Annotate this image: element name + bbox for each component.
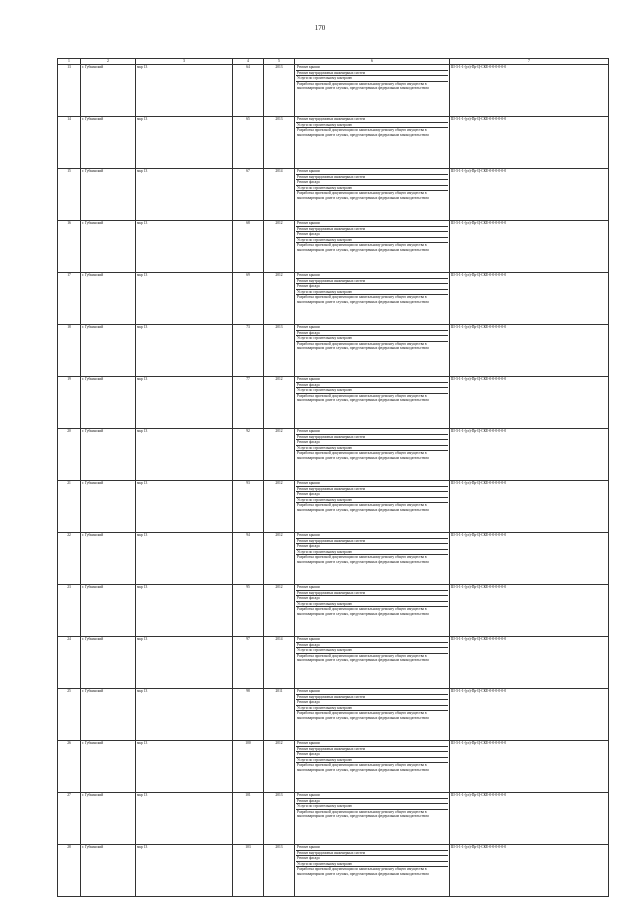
- year-cell: 2013: [264, 117, 295, 169]
- row-number-cell: 16: [58, 221, 81, 273]
- work-types-cell: [295, 585, 450, 637]
- row-number-cell: 13: [58, 65, 81, 117]
- work-item: Разработка проектной документации по капитальному ремонту общего имущества в многоквартирном доме в случаях, предусмотренных федеральным законодательством: [297, 607, 429, 616]
- year-cell: 2013: [264, 793, 295, 845]
- column-header-1: 1: [58, 59, 81, 65]
- table-row: [58, 533, 609, 585]
- work-item: Ремонт фасада: [296, 440, 448, 446]
- work-item: Ремонт фасада: [296, 752, 448, 758]
- work-item: Ремонт крыши: [296, 481, 448, 487]
- work-item: Ремонт крыши: [296, 169, 448, 175]
- house-number-cell: 97: [233, 637, 264, 689]
- work-item: Услуги по строительному контролю: [296, 862, 448, 868]
- table-body: [58, 59, 609, 897]
- year-cell: 2012: [264, 533, 295, 585]
- work-item: Разработка проектной документации по капитальному ремонту общего имущества в многоквартирном доме в случаях, предусмотренных федеральным законодательством: [297, 451, 429, 460]
- row-number-cell: 15: [58, 169, 81, 221]
- table-row: [58, 65, 609, 117]
- work-item: Ремонт фасада: [296, 383, 448, 389]
- table-row: [58, 377, 609, 429]
- city-cell: г. Губкинский: [81, 845, 136, 897]
- work-item: Разработка проектной документации по капитальному ремонту общего имущества в многоквартирном доме в случаях, предусмотренных федеральным законодательством: [297, 555, 429, 564]
- city-cell: г. Губкинский: [81, 533, 136, 585]
- work-item: Услуги по строительному контролю: [296, 602, 448, 608]
- column-header-7: 7: [450, 59, 609, 65]
- work-item: Услуги по строительному контролю: [296, 186, 448, 192]
- code-cell: Ш-3-1-1-(ул)-Пр-Ц-СКЕ-0-0-0-0-0-0: [450, 429, 609, 481]
- work-item: Ремонт крыши: [296, 377, 448, 383]
- code-cell: Ш-3-1-1-(ул)-Пр-Ц-СКЕ-0-0-0-0-0-0: [450, 117, 609, 169]
- work-types-cell: [295, 325, 450, 377]
- city-cell: г. Губкинский: [81, 689, 136, 741]
- work-item: Ремонт внутридомовых инженерных систем: [296, 695, 448, 701]
- work-item: Услуги по строительному контролю: [296, 648, 448, 654]
- street-cell: мкр 13: [136, 793, 233, 845]
- work-item: Ремонт внутридомовых инженерных систем: [296, 279, 448, 285]
- house-number-cell: 98: [233, 689, 264, 741]
- work-item: Ремонт фасада: [296, 232, 448, 238]
- row-number-cell: 28: [58, 845, 81, 897]
- work-item: Разработка проектной документации по капитальному ремонту общего имущества в многоквартирном доме в случаях, предусмотренных федеральным законодательством: [297, 128, 429, 137]
- city-cell: г. Губкинский: [81, 741, 136, 793]
- table-row: [58, 325, 609, 377]
- work-plan-table: [57, 58, 609, 897]
- column-header-3: 3: [136, 59, 233, 65]
- column-header-2: 2: [81, 59, 136, 65]
- work-item: Услуги по строительному контролю: [296, 804, 448, 810]
- street-cell: мкр 13: [136, 845, 233, 897]
- city-cell: г. Губкинский: [81, 273, 136, 325]
- work-item: Ремонт внутридомовых инженерных систем: [296, 591, 448, 597]
- street-cell: мкр 13: [136, 117, 233, 169]
- work-item: Услуги по строительному контролю: [296, 706, 448, 712]
- house-number-cell: 92: [233, 429, 264, 481]
- work-item: Ремонт крыши: [296, 689, 448, 695]
- column-header-4: 4: [233, 59, 264, 65]
- house-number-cell: 93: [233, 481, 264, 533]
- work-item: Услуги по строительному контролю: [296, 388, 448, 394]
- work-item: Ремонт внутридомовых инженерных систем: [296, 435, 448, 441]
- city-cell: г. Губкинский: [81, 169, 136, 221]
- work-item: Разработка проектной документации по капитальному ремонту общего имущества в многоквартирном доме в случаях, предусмотренных федеральным законодательством: [297, 393, 429, 402]
- work-item: Ремонт фасада: [296, 180, 448, 186]
- year-cell: 2012: [264, 429, 295, 481]
- work-item: Ремонт крыши: [296, 845, 448, 851]
- work-types-cell: [295, 65, 450, 117]
- work-item: Ремонт фасада: [296, 856, 448, 862]
- city-cell: г. Губкинский: [81, 481, 136, 533]
- page-number: 170: [314, 24, 326, 32]
- work-item: Ремонт внутридомовых инженерных систем: [296, 851, 448, 857]
- year-cell: 2014: [264, 637, 295, 689]
- table-row: [58, 429, 609, 481]
- table-row: [58, 221, 609, 273]
- work-item: Услуги по строительному контролю: [296, 498, 448, 504]
- street-cell: мкр 13: [136, 637, 233, 689]
- row-number-cell: 25: [58, 689, 81, 741]
- code-cell: Ш-3-1-1-(ул)-Пр-Ц-СКЕ-0-0-0-0-0-0: [450, 793, 609, 845]
- city-cell: г. Губкинский: [81, 585, 136, 637]
- code-cell: Ш-3-1-1-(ул)-Пр-Ц-СКЕ-0-0-0-0-0-0: [450, 481, 609, 533]
- work-item: Разработка проектной документации по капитальному ремонту общего имущества в многоквартирном доме в случаях, предусмотренных федеральным законодательством: [297, 243, 429, 252]
- work-item: Ремонт внутридомовых инженерных систем: [296, 539, 448, 545]
- house-number-cell: 69: [233, 273, 264, 325]
- house-number-cell: 73: [233, 325, 264, 377]
- year-cell: 2014: [264, 169, 295, 221]
- year-cell: 2012: [264, 481, 295, 533]
- street-cell: мкр 13: [136, 221, 233, 273]
- row-number-cell: 22: [58, 533, 81, 585]
- work-item: Услуги по строительному контролю: [296, 123, 448, 129]
- work-types-cell: [295, 481, 450, 533]
- work-item: Разработка проектной документации по капитальному ремонту общего имущества в многоквартирном доме в случаях, предусмотренных федеральным законодательством: [297, 191, 429, 200]
- row-number-cell: 27: [58, 793, 81, 845]
- street-cell: мкр 13: [136, 533, 233, 585]
- work-item: Ремонт крыши: [296, 585, 448, 591]
- work-item: Ремонт внутридомовых инженерных систем: [296, 71, 448, 77]
- house-number-cell: 67: [233, 169, 264, 221]
- work-types-cell: [295, 741, 450, 793]
- work-types-cell: [295, 221, 450, 273]
- work-item: Ремонт крыши: [296, 429, 448, 435]
- row-number-cell: 17: [58, 273, 81, 325]
- work-item: Ремонт крыши: [296, 793, 448, 799]
- work-types-cell: [295, 533, 450, 585]
- city-cell: г. Губкинский: [81, 637, 136, 689]
- work-item: Разработка проектной документации по капитальному ремонту общего имущества в многоквартирном доме в случаях, предусмотренных федеральным законодательством: [297, 81, 429, 90]
- code-cell: Ш-3-1-1-(ул)-Пр-Ц-СКЕ-0-0-0-0-0-0: [450, 169, 609, 221]
- year-cell: 2012: [264, 585, 295, 637]
- row-number-cell: 24: [58, 637, 81, 689]
- table-row: [58, 481, 609, 533]
- street-cell: мкр 13: [136, 273, 233, 325]
- house-number-cell: 95: [233, 585, 264, 637]
- code-cell: Ш-3-1-1-(ул)-Пр-Ц-СКЕ-0-0-0-0-0-0: [450, 377, 609, 429]
- work-item: Ремонт крыши: [296, 65, 448, 71]
- work-types-cell: [295, 689, 450, 741]
- code-cell: Ш-3-1-1-(ул)-Пр-Ц-СКЕ-0-0-0-0-0-0: [450, 689, 609, 741]
- code-cell: Ш-3-1-1-(ул)-Пр-Ц-СКЕ-0-0-0-0-0-0: [450, 585, 609, 637]
- work-item: Ремонт фасада: [296, 596, 448, 602]
- work-types-cell: [295, 377, 450, 429]
- city-cell: г. Губкинский: [81, 325, 136, 377]
- city-cell: г. Губкинский: [81, 65, 136, 117]
- work-item: Разработка проектной документации по капитальному ремонту общего имущества в многоквартирном доме в случаях, предусмотренных федеральным законодательством: [297, 711, 429, 720]
- row-number-cell: 20: [58, 429, 81, 481]
- work-item: Услуги по строительному контролю: [296, 238, 448, 244]
- work-item: Разработка проектной документации по капитальному ремонту общего имущества в многоквартирном доме в случаях, предусмотренных федеральным законодательством: [297, 295, 429, 304]
- city-cell: г. Губкинский: [81, 117, 136, 169]
- work-item: Услуги по строительному контролю: [296, 758, 448, 764]
- code-cell: Ш-3-1-1-(ул)-Пр-Ц-СКЕ-0-0-0-0-0-0: [450, 637, 609, 689]
- year-cell: 2011: [264, 689, 295, 741]
- row-number-cell: 18: [58, 325, 81, 377]
- code-cell: Ш-3-1-1-(ул)-Пр-Ц-СКЕ-0-0-0-0-0-0: [450, 845, 609, 897]
- year-cell: 2012: [264, 273, 295, 325]
- year-cell: 2012: [264, 741, 295, 793]
- house-number-cell: 68: [233, 221, 264, 273]
- code-cell: Ш-3-1-1-(ул)-Пр-Ц-СКЕ-0-0-0-0-0-0: [450, 741, 609, 793]
- work-item: Ремонт фасада: [296, 700, 448, 706]
- work-types-cell: [295, 845, 450, 897]
- work-item: Ремонт внутридомовых инженерных систем: [296, 227, 448, 233]
- work-item: Ремонт крыши: [296, 325, 448, 331]
- row-number-cell: 26: [58, 741, 81, 793]
- row-number-cell: 21: [58, 481, 81, 533]
- work-item: Ремонт фасада: [296, 284, 448, 290]
- house-number-cell: 77: [233, 377, 264, 429]
- work-item: Ремонт крыши: [296, 221, 448, 227]
- work-item: Услуги по строительному контролю: [296, 336, 448, 342]
- work-item: Ремонт фасада: [296, 492, 448, 498]
- house-number-cell: 94: [233, 533, 264, 585]
- street-cell: мкр 13: [136, 585, 233, 637]
- work-item: Ремонт крыши: [296, 273, 448, 279]
- year-cell: 2013: [264, 845, 295, 897]
- work-types-cell: [295, 793, 450, 845]
- work-item: Разработка проектной документации по капитальному ремонту общего имущества в многоквартирном доме в случаях, предусмотренных федеральным законодательством: [297, 763, 429, 772]
- work-item: Ремонт внутридомовых инженерных систем: [296, 487, 448, 493]
- table-row: [58, 793, 609, 845]
- table-row: [58, 637, 609, 689]
- house-number-cell: 101: [233, 793, 264, 845]
- code-cell: Ш-3-1-1-(ул)-Пр-Ц-СКЕ-0-0-0-0-0-0: [450, 221, 609, 273]
- work-item: Ремонт внутридомовых инженерных систем: [296, 747, 448, 753]
- street-cell: мкр 13: [136, 377, 233, 429]
- house-number-cell: 100: [233, 741, 264, 793]
- table-row: [58, 273, 609, 325]
- table-row: [58, 585, 609, 637]
- table-row: [58, 845, 609, 897]
- table-row: [58, 169, 609, 221]
- work-item: Ремонт крыши: [296, 741, 448, 747]
- street-cell: мкр 13: [136, 689, 233, 741]
- work-types-cell: [295, 273, 450, 325]
- work-types-cell: [295, 117, 450, 169]
- column-header-5: 5: [264, 59, 295, 65]
- city-cell: г. Губкинский: [81, 429, 136, 481]
- code-cell: Ш-3-1-1-(ул)-Пр-Ц-СКЕ-0-0-0-0-0-0: [450, 533, 609, 585]
- work-item: Услуги по строительному контролю: [296, 550, 448, 556]
- row-number-cell: 19: [58, 377, 81, 429]
- work-item: Разработка проектной документации по капитальному ремонту общего имущества в многоквартирном доме в случаях, предусмотренных федеральным законодательством: [297, 809, 429, 818]
- work-types-cell: [295, 429, 450, 481]
- city-cell: г. Губкинский: [81, 377, 136, 429]
- work-item: Ремонт внутридомовых инженерных систем: [296, 117, 448, 123]
- street-cell: мкр 13: [136, 741, 233, 793]
- work-item: Ремонт внутридомовых инженерных систем: [296, 175, 448, 181]
- work-item: Разработка проектной документации по капитальному ремонту общего имущества в многоквартирном доме в случаях, предусмотренных федеральным законодательством: [297, 503, 429, 512]
- table-row: [58, 741, 609, 793]
- work-item: Разработка проектной документации по капитальному ремонту общего имущества в многоквартирном доме в случаях, предусмотренных федеральным законодательством: [297, 867, 429, 876]
- work-item: Разработка проектной документации по капитальному ремонту общего имущества в многоквартирном доме в случаях, предусмотренных федеральным законодательством: [297, 653, 429, 662]
- table-row: [58, 117, 609, 169]
- street-cell: мкр 13: [136, 65, 233, 117]
- row-number-cell: 14: [58, 117, 81, 169]
- work-item: Услуги по строительному контролю: [296, 290, 448, 296]
- column-header-6: 6: [295, 59, 450, 65]
- work-item: Ремонт фасада: [296, 799, 448, 805]
- street-cell: мкр 13: [136, 481, 233, 533]
- year-cell: 2012: [264, 221, 295, 273]
- work-item: Услуги по строительному контролю: [296, 446, 448, 452]
- work-item: Ремонт фасада: [296, 331, 448, 337]
- house-number-cell: 64: [233, 65, 264, 117]
- city-cell: г. Губкинский: [81, 793, 136, 845]
- work-types-cell: [295, 169, 450, 221]
- street-cell: мкр 13: [136, 169, 233, 221]
- code-cell: Ш-3-1-1-(ул)-Пр-Ц-СКЕ-0-0-0-0-0-0: [450, 65, 609, 117]
- work-item: Разработка проектной документации по капитальному ремонту общего имущества в многоквартирном доме в случаях, предусмотренных федеральным законодательством: [297, 341, 429, 350]
- work-types-cell: [295, 637, 450, 689]
- street-cell: мкр 13: [136, 429, 233, 481]
- work-item: Ремонт фасада: [296, 544, 448, 550]
- house-number-cell: 65: [233, 117, 264, 169]
- work-item: Ремонт крыши: [296, 637, 448, 643]
- row-number-cell: 23: [58, 585, 81, 637]
- table-row: [58, 689, 609, 741]
- year-cell: 2013: [264, 325, 295, 377]
- work-item: Услуги по строительному контролю: [296, 76, 448, 82]
- work-item: Ремонт крыши: [296, 533, 448, 539]
- year-cell: 2013: [264, 65, 295, 117]
- code-cell: Ш-3-1-1-(ул)-Пр-Ц-СКЕ-0-0-0-0-0-0: [450, 325, 609, 377]
- code-cell: Ш-3-1-1-(ул)-Пр-Ц-СКЕ-0-0-0-0-0-0: [450, 273, 609, 325]
- city-cell: г. Губкинский: [81, 221, 136, 273]
- work-item: Ремонт фасада: [296, 643, 448, 649]
- house-number-cell: 103: [233, 845, 264, 897]
- year-cell: 2012: [264, 377, 295, 429]
- street-cell: мкр 13: [136, 325, 233, 377]
